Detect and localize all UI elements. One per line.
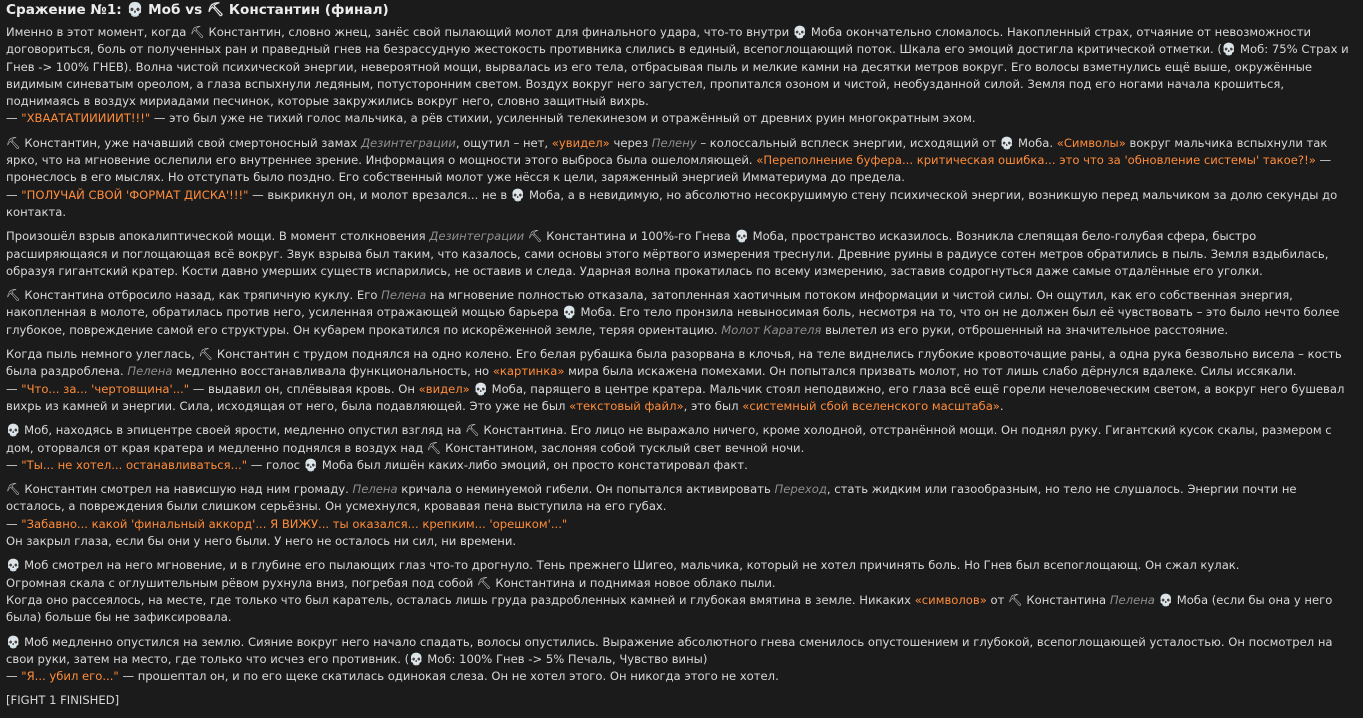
skill-name: Пелена <box>381 288 427 303</box>
highlight: «Переполнение буфера... критическая ошибка... это что за 'обновление системы' такое?!» <box>756 153 1316 168</box>
skill-name: Переход <box>774 482 827 497</box>
skill-name: Дезинтеграции <box>360 135 456 150</box>
skill-name: Молот Карателя <box>721 322 822 337</box>
highlight: «картинка» <box>492 364 565 379</box>
highlight: «текстовый файл» <box>569 398 684 413</box>
paragraph-7: ⛏ Константин смотрел на нависшую над ним громаду. Пелена кричала о неминуемой гибели. Он попытался активировать Переход, стать жидким или газообразным, но тело не слушалось. Энергии почти не осталось, а повреждения были слишком серьёзны. Он усмехнулся, кровавая пена выступила на его губах. — "Забавно... какой 'финальный аккорд'... Я ВИЖУ... ты оказался... крепким... 'орешком'..." Он закрыл глаза, если бы они у него были. У него не осталось ни сил, ни времени. <box>6 482 1297 549</box>
highlight: «Символы» <box>1056 135 1126 150</box>
fight-finished-label: [FIGHT 1 FINISHED] <box>6 693 120 708</box>
dialogue-quote: "Что... за... 'чертовщина'..." <box>21 381 190 396</box>
skill-name: Пелена <box>127 364 173 379</box>
dialogue-quote: "Ты... не хотел... останавливаться..." <box>21 457 248 472</box>
highlight: «системный сбой вселенского масштаба» <box>742 398 1000 413</box>
paragraph-8: 💀 Моб смотрел на него мгновение, и в глубине его пылающих глаз что-то дрогнуло. Тень прежнего Шигео, мальчика, который не хотел причинять боль. Но Гнев был всепоглощающ. Он сжал кулак. Огромная скала с оглушительным рёвом рухнула вниз, погребая под собой ⛏ Константина и поднимая новое облако пыли. Когда оно рассеялось, на месте, где только что был каратель, осталась лишь груда раздробленных камней и глубокая вмятина в земле. Никаких «символов» от ⛏ Константина Пелена 💀 Моба (если бы она у него была) больше бы не зафиксировала. <box>6 558 1333 625</box>
skill-name: Пелена <box>352 482 398 497</box>
paragraph-2: ⛏ Константин, уже начавший свой смертоносный замах Дезинтеграции, ощутил – нет, «увидел» через Пелену – колоссальный всплеск энергии, исходящий от 💀 Моба. «Символы» вокруг мальчика вспыхнули так ярко, что на мгновение ослепили его внутреннее зрение. Информация о мощности этого выброса была ошеломляющей. «Переполнение буфера... критическая ошибка... это что за 'обновление системы' такое?!» — пронеслось в его мыслях. Но отступать было поздно. Его собственный молот уже нёсся к цели, заряженный энергией Имматериума до предела. — "ПОЛУЧАЙ СВОЙ 'ФОРМАТ ДИСКА'!!!" — выкрикнул он, и молот врезался... не в 💀 Моба, а в невидимую, но абсолютно несокрушимую стену психической энергии, возникшую перед мальчиком за долю секунды до контакта. <box>6 135 1338 219</box>
paragraph-3: Произошёл взрыв апокалиптической мощи. В момент столкновения Дезинтеграции ⛏ Константина и 100%-го Гнева 💀 Моба, пространство исказилось. Возникла слепящая бело-голубая сфера, быстро расширяющаяся и поглощающая всё вокруг. Звук взрыва был таким, что казалось, сами основы этого мёртвого измерения треснули. Древние руины в радиусе сотен метров обратились в пыль. Земля вздыбилась, образуя гигантский кратер. Кости давно умерших существ испарились, не оставив и следа. Ударная волна прокатилась по всему измерению, заставив содрогнуться даже самые отдалённые его уголки. <box>6 229 1329 278</box>
skill-name: Пелену <box>651 135 697 150</box>
page-title: Сражение №1: 💀 Моб vs ⛏ Константин (финал) <box>6 2 389 18</box>
dialogue-quote: "ПОЛУЧАЙ СВОЙ 'ФОРМАТ ДИСКА'!!!" <box>21 187 249 202</box>
dialogue-quote: "Я... убил его..." <box>21 669 119 684</box>
highlight: «символов» <box>914 592 987 607</box>
dialogue-quote: "ХВААТАТИИИИИТ!!!" <box>21 111 151 126</box>
skill-name: Дезинтеграции <box>429 229 525 244</box>
paragraph-4: ⛏ Константина отбросило назад, как тряпичную куклу. Его Пелена на мгновение полностью отказала, затопленная хаотичным потоком информации и чистой силы. Он ощутил, как его собственная энергия, накопленная в молоте, обратилась против него, усиленная отражающей мощью барьера 💀 Моба. Его тело пронзила невыносимая боль, несмотря на то, что он не должен был её чувствовать – это было нечто более глубокое, повреждение самой его структуры. Он кубарем прокатился по искорёженной земле, теряя ориентацию. Молот Карателя вылетел из его руки, отброшенный на значительное расстояние. <box>6 288 1340 337</box>
skill-name: Пелена <box>1109 592 1155 607</box>
paragraph-1: Именно в этот момент, когда ⛏ Константин, словно жнец, занёс свой пылающий молот для финального удара, что-то внутри 💀 Моба окончательно сломалось. Накопленный страх, отчаяние от невозможности договориться, боль от полученных ран и праведный гнев на безрассудную жестокость противника слились в единый, всепоглощающий поток. Шкала его эмоций достигла критической отметки. (💀 Моб: 75% Страх и Гнев -> 100% ГНЕВ). Волна чистой психической энергии, невероятной мощи, вырвалась из его тела, отбрасывая пыль и мелкие камни на десятки метров вокруг. Его волосы взметнулись ещё выше, окружённые видимым синеватым ореолом, а глаза вспыхнули ледяным, потусторонним светом. Воздух вокруг него загустел, пропитался озоном и чистой, необузданной силой. Земля под его ногами начала крошиться, поднимаясь в воздух мириадами песчинок, которые закружились вокруг него, словно защитный вихрь. — "ХВААТАТИИИИИТ!!!" — это был уже не тихий голос мальчика, а рёв стихии, усиленный телекинезом и отражённый от древних руин многократным эхом. <box>6 25 1349 126</box>
paragraph-9: 💀 Моб медленно опустился на землю. Сияние вокруг него начало спадать, волосы опустились. Выражение абсолютного гнева сменилось опустошением и глубокой, всепоглощающей усталостью. Он посмотрел на свои руки, затем на место, где только что исчез его противник. (💀 Моб: 100% Гнев -> 5% Печаль, Чувство вины) — "Я... убил его..." — прошептал он, и по его щеке скатилась одинокая слеза. Он не хотел этого. Он никогда этого не хотел. <box>6 634 1333 684</box>
highlight: «видел» <box>418 381 470 396</box>
dialogue-quote: "Забавно... какой 'финальный аккорд'... Я ВИЖУ... ты оказался... крепким... 'орешком'..." <box>21 516 568 531</box>
paragraph-6: 💀 Моб, находясь в эпицентре своей ярости, медленно опустил взгляд на ⛏ Константина. Его лицо не выражало ничего, кроме холодной, отстранённой мощи. Он поднял руку. Гигантский кусок скалы, размером с дом, оторвался от края кратера и медленно поднялся в воздух над ⛏ Константином, заслоняя собой тусклый свет вечной ночи. — "Ты... не хотел... останавливаться..." — голос 💀 Моба был лишён каких-либо эмоций, он просто констатировал факт. <box>6 423 1332 472</box>
highlight: «увидел» <box>551 135 610 150</box>
paragraph-5: Когда пыль немного улеглась, ⛏ Константин с трудом поднялся на одно колено. Его белая рубашка была разорвана в клочья, на теле виднелись глубокие кровоточащие раны, а одна рука безвольно висела – кость была раздроблена. Пелена медленно восстанавливала функциональность, но «картинка» мира была искажена помехами. Он попытался призвать молот, но тот лишь слабо дёрнулся вдалеке. Силы иссякали. — "Что... за... 'чертовщина'..." — выдавил он, сплёвывая кровь. Он «видел» 💀 Моба, парящего в центре кратера. Мальчик стоял неподвижно, его глаза всё ещё горели нечеловеческим светом, а вокруг него бушевал вихрь из камней и энергии. Сила, исходящая от него, была подавляющей. Это уже не был «текстовый файл», это был «системный сбой вселенского масштаба». <box>6 347 1345 413</box>
